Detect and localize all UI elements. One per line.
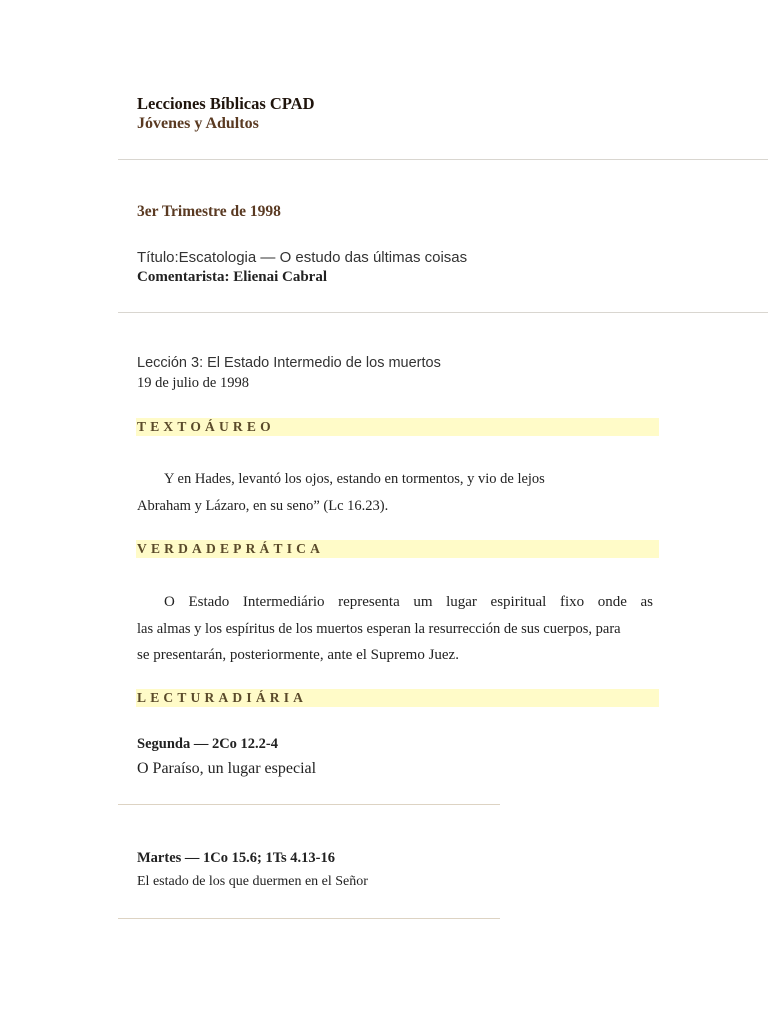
divider xyxy=(118,804,500,805)
section-label: LECTURADIÁRIA xyxy=(137,690,308,705)
reading-reference: Segunda — 2Co 12.2-4 xyxy=(137,736,278,752)
practical-truth xyxy=(137,589,653,669)
publication-title: Lecciones Bíblicas CPAD xyxy=(137,94,315,113)
lesson-date: 19 de julio de 1998 xyxy=(137,375,249,391)
practical-truth-line: las almas y los espíritus de los muertos esperan la resurrección de sus cuerpos, para xyxy=(137,620,621,637)
reading-title: El estado de los que duermen en el Señor xyxy=(137,874,368,889)
reading-title: O Paraíso, un lugar especial xyxy=(137,760,317,777)
book-title: Título:Escatologia — O estudo das últimas coisas xyxy=(137,249,468,266)
divider xyxy=(118,312,768,313)
publication-subtitle: Jóvenes y Adultos xyxy=(137,115,259,132)
section-label: TEXTOÁUREO xyxy=(137,419,275,434)
section-bar-leitura-diaria xyxy=(136,689,659,707)
lesson-title: Lección 3: El Estado Intermedio de los muertos xyxy=(137,355,441,371)
reading-reference: Martes — 1Co 15.6; 1Ts 4.13-16 xyxy=(137,850,336,866)
practical-truth-line: se presentarán, posteriormente, ante el Supremo Juez. xyxy=(137,647,459,663)
section-label: VERDADEPRÁTICA xyxy=(137,541,325,556)
section-bar-verdade-pratica xyxy=(136,540,659,558)
divider xyxy=(118,159,768,160)
golden-text-line: Abraham y Lázaro, en su seno” (Lc 16.23). xyxy=(137,498,389,514)
section-bar-texto-aureo xyxy=(136,418,659,436)
golden-text-line: Y en Hades, levantó los ojos, estando en tormentos, y vio de lejos xyxy=(164,471,545,487)
commentator: Comentarista: Elienai Cabral xyxy=(137,269,327,285)
practical-truth-line: O Estado Intermediário representa um lugar espiritual fixo onde as xyxy=(164,594,653,610)
divider xyxy=(118,918,500,919)
quarter-heading: 3er Trimestre de 1998 xyxy=(137,203,281,220)
